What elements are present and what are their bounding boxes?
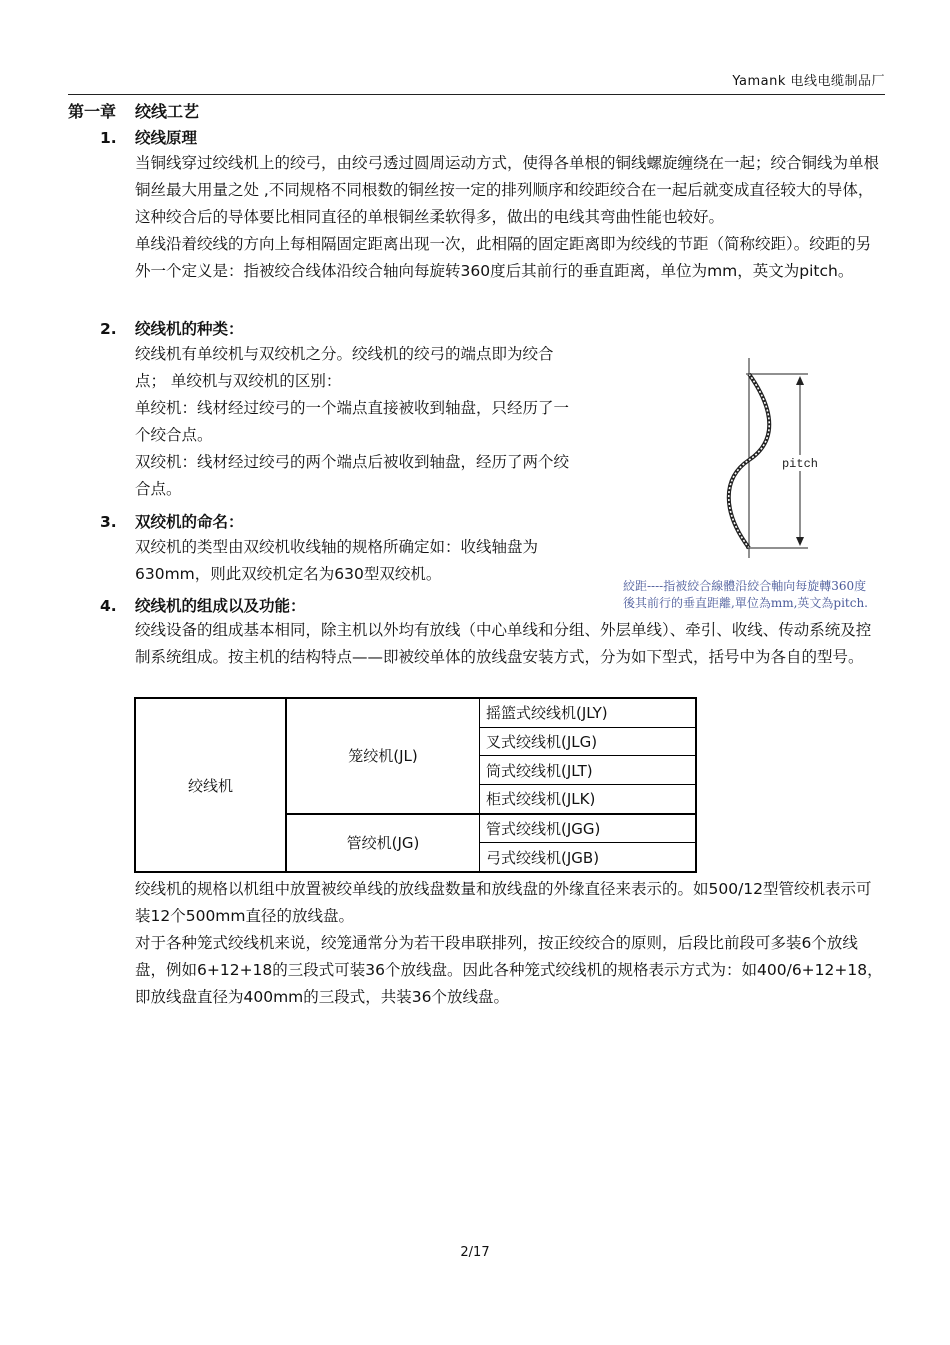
section-4-body [135, 876, 885, 1011]
section-number: 2. [100, 320, 117, 338]
section-3-heading [100, 510, 244, 532]
table-row [135, 698, 696, 727]
pitch-diagram [720, 352, 830, 564]
section-number: 1. [100, 129, 117, 147]
table-type-cell: 弓式绞线机(JGB) [480, 843, 697, 872]
table-group-cell: 笼绞机(JL) [286, 698, 480, 814]
paragraph: 双绞机：线材经过绞弓的两个端点后被收到轴盘，经历了两个绞合点。 [135, 453, 570, 498]
table-type-cell: 管式绞线机(JGG) [480, 814, 697, 843]
section-title: 绞线原理 [135, 129, 198, 147]
section-1-body [135, 150, 885, 285]
arrow-up-icon [796, 376, 804, 385]
paragraph: 绞线机有单绞机与双绞机之分。绞线机的绞弓的端点即为绞合点； 单绞机与双绞机的区别： [135, 345, 554, 390]
paragraph: 双绞机的类型由双绞机收线轴的规格所确定如：收线轴盘为630mm，则此双绞机定名为630型双绞机。 [135, 538, 539, 583]
chapter-number: 第一章 [68, 102, 117, 121]
section-2-body [135, 341, 573, 503]
page-number: 2/17 [460, 1245, 490, 1260]
section-3-body [135, 534, 573, 588]
page-header: Yamank 电线电缆制品厂 [732, 74, 885, 89]
section-title: 双绞机的命名： [135, 513, 244, 531]
paragraph: 绞线设备的组成基本相同，除主机以外均有放线（中心单线和分组、外层单线）、牵引、收线、传动系统及控制系统组成。按主机的结构特点——即被绞单体的放线盘安装方式，分为如下型式，括号中为各自的型号。 [135, 621, 872, 666]
table-type-cell: 摇篮式绞线机(JLY) [480, 698, 697, 727]
table-group-cell: 管绞机(JG) [286, 814, 480, 872]
section-title: 绞线机的种类： [135, 320, 244, 338]
paragraph: 绞线机的规格以机组中放置被绞单线的放线盘数量和放线盘的外缘直径来表示的。如500/12型管绞机表示可装12个500mm直径的放线盘。 [135, 880, 872, 925]
header-divider [68, 94, 885, 95]
paragraph: 单绞机：线材经过绞弓的一个端点直接被收到轴盘，只经历了一个绞合点。 [135, 399, 570, 444]
section-number: 3. [100, 513, 117, 531]
chapter-heading [68, 99, 199, 122]
pitch-label: pitch [781, 457, 819, 471]
paragraph: 当铜线穿过绞线机上的绞弓，由绞弓透过圆周运动方式，使得各单根的铜线螺旋缠绕在一起；绞合铜线为单根铜丝最大用量之处 ,不同规格不同根数的铜丝按一定的排列顺序和绞距绞合在一起后就变成直径较大的导体，这种绞合后的导体要比相同直径的单根铜丝柔软得多，做出的电线其弯曲性能也较好。 [135, 154, 880, 226]
paragraph: 对于各种笼式绞线机来说，绞笼通常分为若干段串联排列，按正绞绞合的原则，后段比前段可多装6个放线盘，例如6+12+18的三段式可装36个放线盘。因此各种笼式绞线机的规格表示方式为：如400/6+12+18，即放线盘直径为400mm的三段式，共装36个放线盘。 [135, 934, 883, 1006]
section-2-heading [100, 317, 244, 339]
table-root-cell: 绞线机 [135, 698, 286, 872]
table-type-cell: 筒式绞线机(JLT) [480, 756, 697, 785]
paragraph: 单线沿着绞线的方向上每相隔固定距离出现一次，此相隔的固定距离即为绞线的节距（简称绞距）。绞距的另外一个定义是：指被绞合线体沿绞合轴向每旋转360度后其前行的垂直距离，单位为mm，英文为pitch。 [135, 235, 872, 280]
figure-caption: 絞距----指被絞合線體沿絞合軸向每旋轉360度後其前行的垂直距離,單位為mm,英文為pitch. [623, 579, 868, 610]
stranding-machine-table [134, 697, 697, 873]
section-4-intro [135, 617, 880, 671]
section-4-heading [100, 594, 306, 616]
section-number: 4. [100, 597, 117, 615]
section-1-heading [100, 126, 197, 148]
arrow-down-icon [796, 537, 804, 546]
table-type-cell: 柜式绞线机(JLK) [480, 784, 697, 813]
section-title: 绞线机的组成以及功能： [135, 597, 306, 615]
table-type-cell: 叉式绞线机(JLG) [480, 727, 697, 756]
chapter-title: 绞线工艺 [135, 102, 200, 121]
